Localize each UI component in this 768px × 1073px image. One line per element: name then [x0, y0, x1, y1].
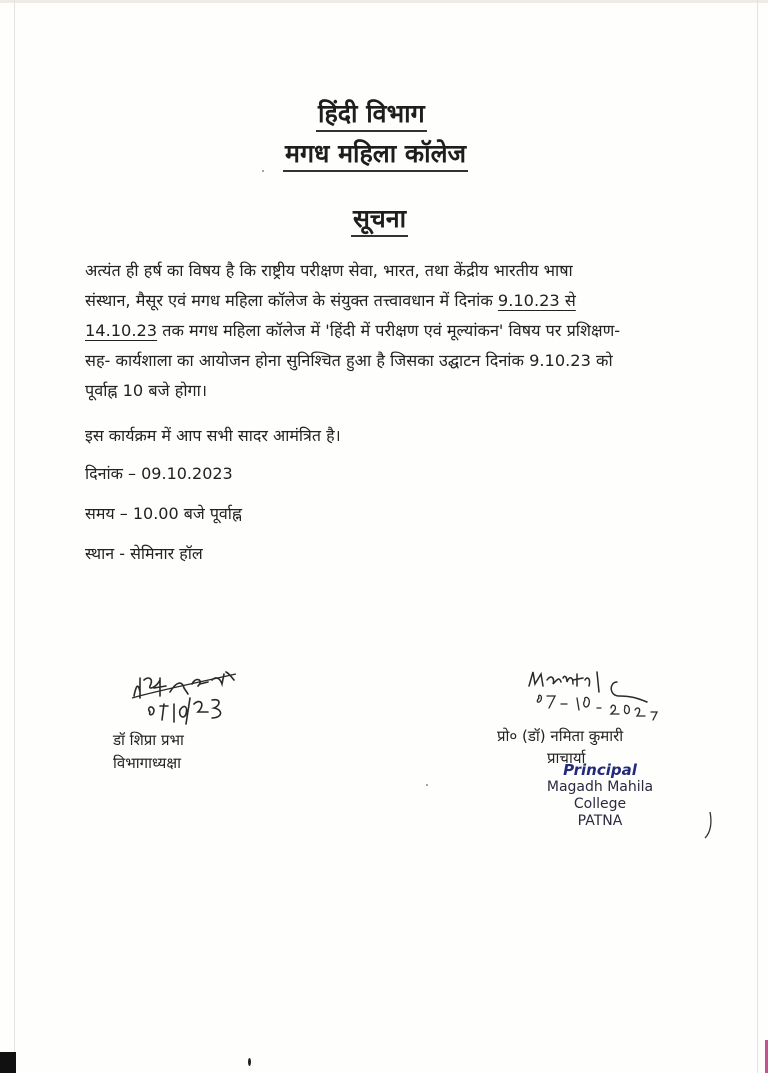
- stray-pen-mark: [703, 810, 713, 840]
- department-title: हिंदी विभाग: [316, 98, 427, 132]
- body-line-2: संस्थान, मैसूर एवं मगध महिला कॉलेज के संयुक्त तत्त्वावधान में दिनांक 9.10.23 से: [85, 291, 576, 310]
- principal-title: प्राचार्या: [547, 749, 586, 767]
- principal-stamp: [520, 762, 680, 830]
- start-date: 9.10.23 से: [497, 291, 576, 310]
- body-line-5: पूर्वाह्न 10 बजे होगा।: [85, 381, 207, 400]
- body-line-3: 14.10.23 तक मगध महिला कॉलेज में 'हिंदी में परीक्षण एवं मूल्यांकन' विषय पर प्रशिक्षण-: [85, 321, 621, 340]
- scan-speck: [426, 784, 428, 786]
- scan-speck: [262, 170, 264, 172]
- end-date: 14.10.23: [85, 321, 158, 340]
- hod-signatory: [113, 729, 184, 775]
- event-date: दिनांक – 09.10.2023: [85, 464, 233, 483]
- hod-signature: [130, 668, 240, 728]
- stamp-line-college: Magadh Mahila College: [546, 779, 654, 812]
- hod-title: विभागाध्यक्षा: [113, 754, 181, 772]
- principal-name: प्रो० (डॉ) नमिता कुमारी: [497, 727, 624, 745]
- notice-heading: सूचना: [351, 203, 408, 237]
- event-venue: स्थान - सेमिनार हॉल: [85, 544, 203, 563]
- scan-right-edge: [757, 0, 758, 1073]
- principal-signature: [527, 668, 677, 723]
- stamp-line-city: PATNA: [577, 813, 623, 829]
- scan-left-edge: [14, 0, 15, 1073]
- event-time: समय – 10.00 बजे पूर्वाह्न: [85, 504, 242, 523]
- body-line-4: सह- कार्यशाला का आयोजन होना सुनिश्चित हुआ है जिसका उद्घाटन दिनांक 9.10.23 को: [85, 351, 613, 370]
- invitation-text: इस कार्यक्रम में आप सभी सादर आमंत्रित है।: [85, 426, 341, 445]
- stamp-line-principal: Principal: [563, 761, 637, 779]
- scan-speck: [248, 1058, 251, 1066]
- body-line-1: अत्यंत ही हर्ष का विषय है कि राष्ट्रीय परीक्षण सेवा, भारत, तथा केंद्रीय भारतीय भाषा: [85, 261, 573, 280]
- college-title: मगध महिला कॉलेज: [283, 138, 468, 172]
- scan-corner-dark: [0, 1052, 16, 1073]
- scan-top-edge: [0, 0, 768, 3]
- notice-body: [85, 256, 697, 406]
- hod-name: डॉ शिप्रा प्रभा: [113, 731, 184, 749]
